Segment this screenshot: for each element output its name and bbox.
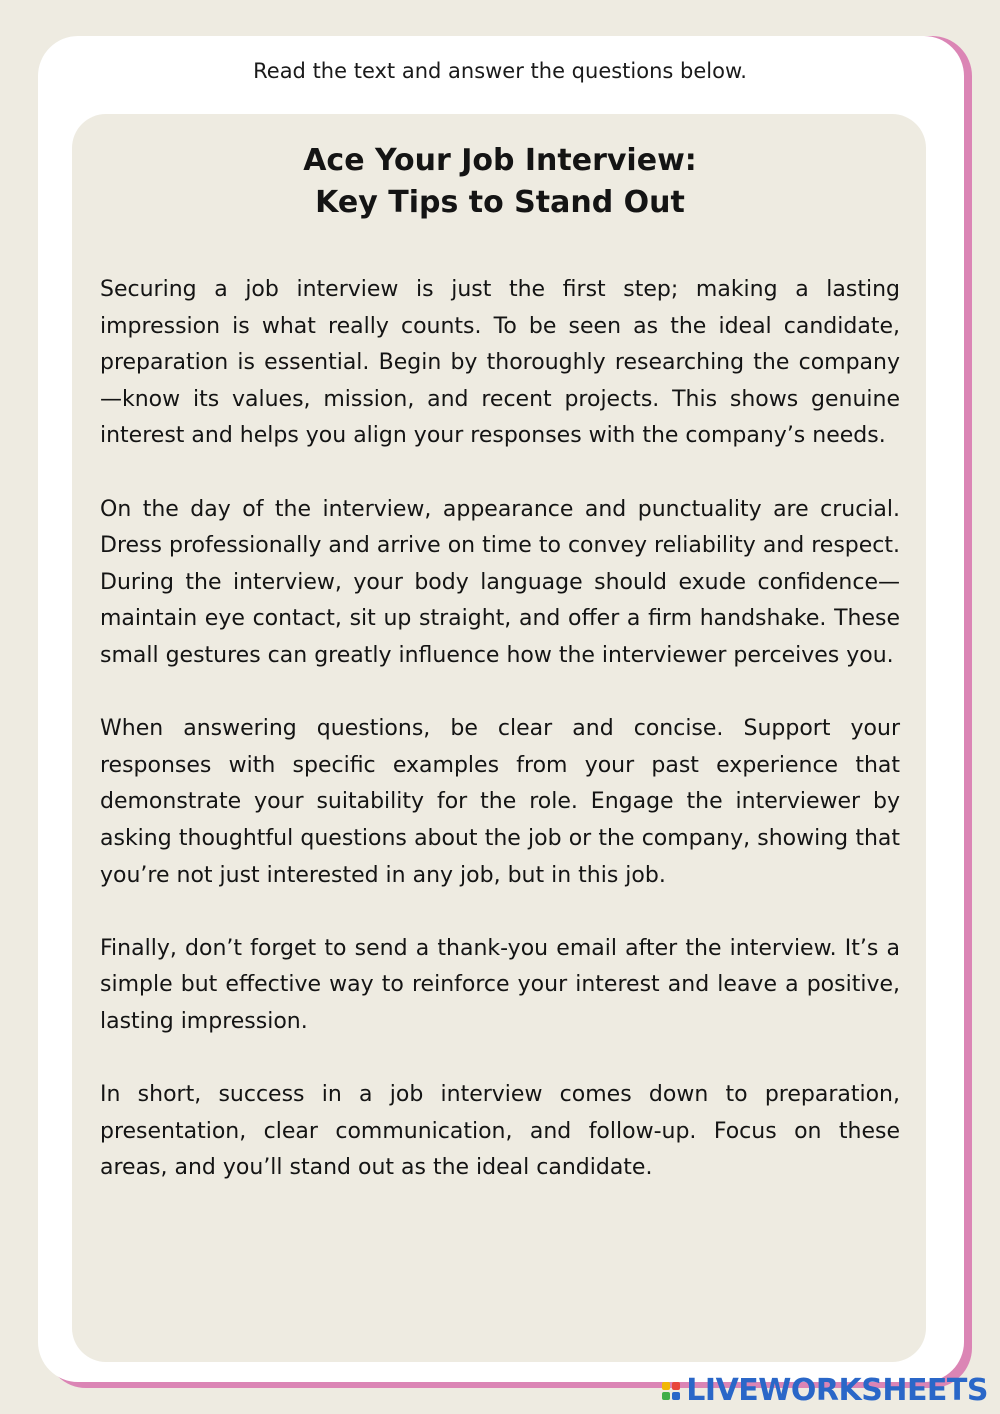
instruction-text: Read the text and answer the questions below. — [253, 59, 747, 83]
article-title-line-1: Ace Your Job Interview: — [303, 143, 697, 178]
article-paragraph-2: On the day of the interview, appearance and punctuality are crucial. Dress professionally and arrive on time to convey reliability and respect. During the interview, your body language should exude confidence—maintain eye contact, sit up straight, and offer a firm handshake. These small gestures can greatly influence how the interviewer perceives you. — [100, 496, 900, 668]
article-paragraph-4: Finally, don’t forget to send a thank-you email after the interview. It’s a simple but effective way to reinforce your interest and leave a positive, lasting impression. — [100, 935, 900, 1034]
article-paragraph-3: When answering questions, be clear and concise. Support your responses with specific examples from your past experience that demonstrate your suitability for the role. Engage the interviewer by asking thoughtful questions about the job or the company, showing that you’re not just interested in any job, but in this job. — [100, 716, 900, 888]
liveworksheets-logo-text: LIVEWORKSHEETS — [686, 1373, 988, 1408]
article-title-line-2: Key Tips to Stand Out — [315, 185, 685, 220]
article-paragraph-5: In short, success in a job interview comes down to preparation, presentation, clear communication, and follow-up. Focus on these areas, and you’ll stand out as the ideal candidate. — [100, 1082, 900, 1181]
article-body — [100, 272, 900, 1223]
article-title — [0, 140, 1000, 224]
article-paragraph-1: Securing a job interview is just the first step; making a lasting impression is what really counts. To be seen as the ideal candidate, preparation is essential. Begin by thoroughly researching the company—know its values, mission, and recent projects. This shows genuine interest and helps you align your responses with the company’s needs. — [100, 277, 900, 449]
liveworksheets-logo[interactable] — [662, 1373, 988, 1408]
liveworksheets-logo-icon — [662, 1382, 680, 1400]
